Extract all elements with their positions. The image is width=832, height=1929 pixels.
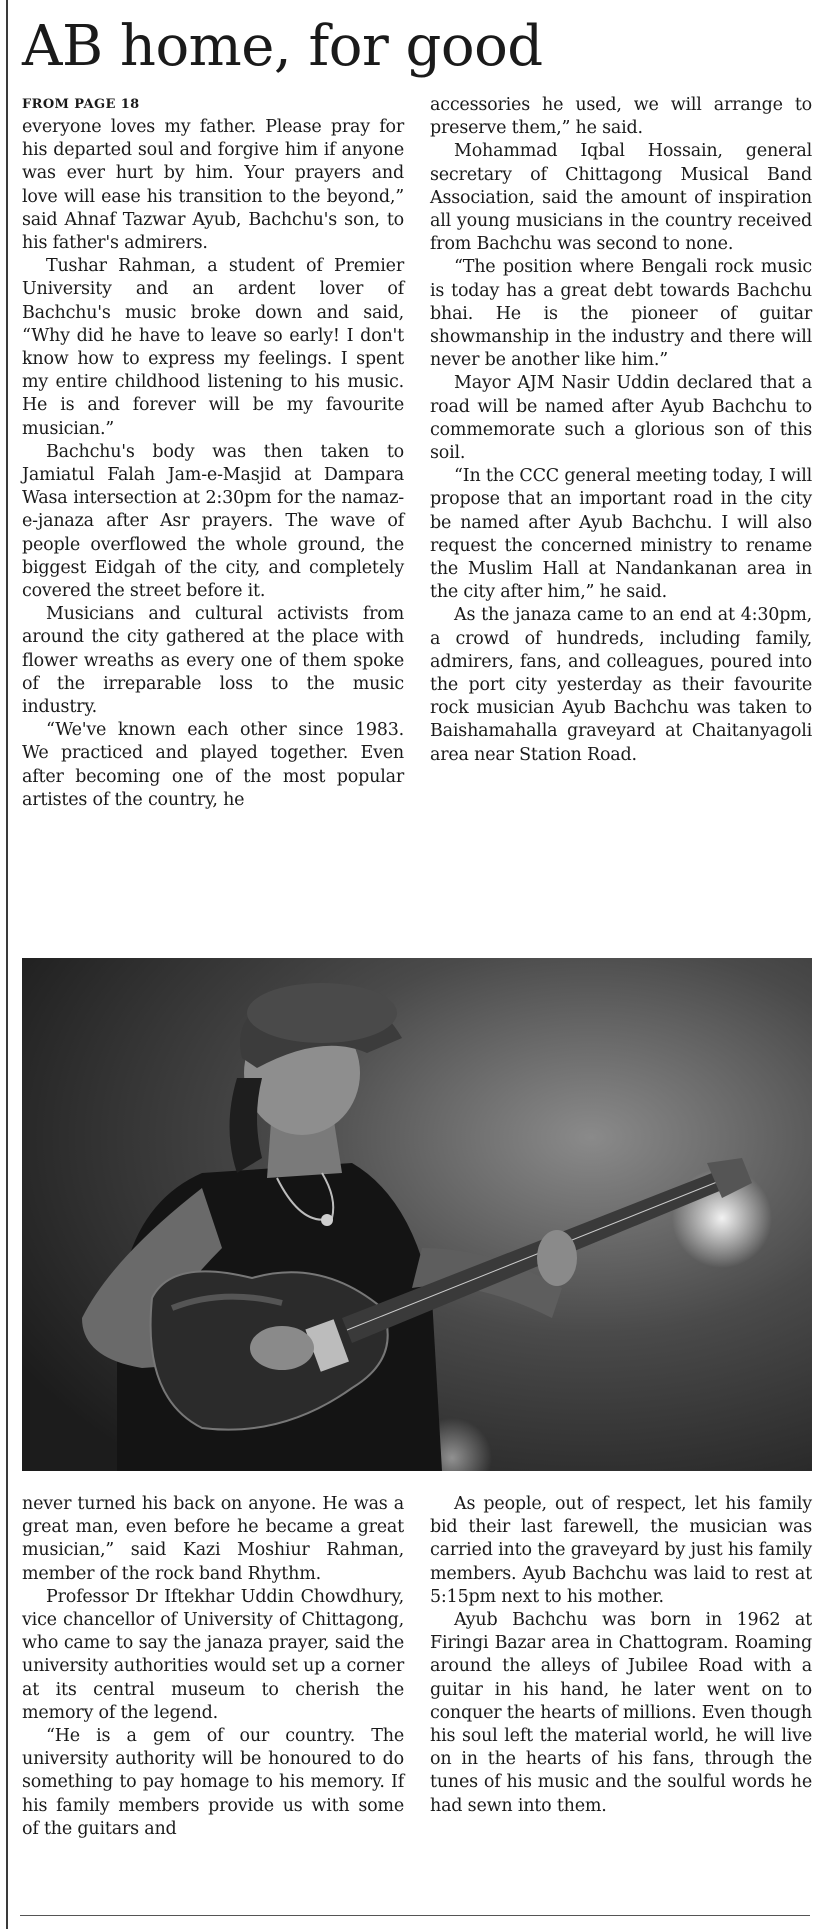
paragraph: never turned his back on anyone. He was a great man, even before he became a great musician,” said Kazi Moshiur Rahman, member of the rock band Rhythm.: [22, 1494, 404, 1584]
article-column-3: [22, 1493, 404, 1841]
paragraph: Ayub Bachchu was born in 1962 at Firingi Bazar area in Chattogram. Roaming around the alleys of Jubilee Road with a guitar in his hand, he later went on to conquer the hearts of millions. Even though his soul left the material world, he will live on in the hearts of his fans, through the tunes of his music and the soulful words he had sewn into them.: [430, 1610, 812, 1816]
paragraph: As people, out of respect, let his family bid their last farewell, the musician was carried into the graveyard by just his family members. Ayub Bachchu was laid to rest at 5:15pm next to his mother.: [430, 1494, 812, 1607]
paragraph: Tushar Rahman, a student of Premier University and an ardent lover of Bachchu's music broke down and said, “Why did he have to leave so early! I don't know how to express my feelings. I spent my entire childhood listening to his music. He is and forever will be my favourite musician.”: [22, 256, 404, 439]
article-column-4: [430, 1493, 812, 1818]
paragraph: Professor Dr Iftekhar Uddin Chowdhury, vice chancellor of University of Chittagong, who came to say the janaza prayer, said the university authorities would set up a corner at its central museum to cherish the memory of the legend.: [22, 1586, 404, 1723]
guitarist-photo: [22, 958, 812, 1471]
paragraph: “He is a gem of our country. The university authority will be honoured to do something to pay homage to his memory. If his family members provide us with some of the guitars and: [22, 1726, 404, 1839]
column-rule: [6, 0, 8, 1929]
article-column-2: [430, 94, 812, 767]
headline: AB home, for good: [22, 14, 543, 79]
paragraph: Bachchu's body was then taken to Jamiatul Falah Jam-e-Masjid at Dampara Wasa intersection at 2:30pm for the namaz-e-janaza after Asr prayers. The wave of people overflowed the whole ground, the biggest Eidgah of the city, and completely covered the street before it.: [22, 441, 404, 602]
paragraph: Mohammad Iqbal Hossain, general secretary of Chittagong Musical Band Association, said the amount of inspiration all young musicians in the country received from Bachchu was second to none.: [430, 141, 812, 255]
paragraph: Musicians and cultural activists from around the city gathered at the place with flower wreaths as every one of them spoke of the irreparable loss to the music industry.: [22, 604, 404, 718]
paragraph: Mayor AJM Nasir Uddin declared that a road will be named after Ayub Bachchu to commemorate such a glorious son of this soil.: [430, 373, 812, 464]
paragraph: As the janaza came to an end at 4:30pm, a crowd of hundreds, including family, admirers, fans, and colleagues, poured into the port city yesterday as their favourite rock musician Ayub Bachchu was taken to Baishamahalla graveyard at Chaitanyagoli area near Station Road.: [430, 605, 812, 765]
paragraph: “In the CCC general meeting today, I will propose that an important road in the city be named after Ayub Bachchu. I will also request the concerned ministry to rename the Muslim Hall at Nandankanan area in the city after him,” he said.: [430, 466, 812, 603]
paragraph: “The position where Bengali rock music is today has a great debt towards Bachchu bhai. He is the pioneer of guitar showmanship in the industry and there will never be another like him.”: [430, 257, 812, 371]
jump-line: FROM PAGE 18: [22, 97, 140, 112]
paragraph: accessories he used, we will arrange to preserve them,” he said.: [430, 95, 812, 139]
paragraph: “We've known each other since 1983. We practiced and played together. Even after becoming one of the most popular artistes of the country, he: [22, 720, 404, 810]
bottom-rule: [20, 1915, 810, 1916]
article-column-1: [22, 94, 404, 812]
paragraph: everyone loves my father. Please pray for his departed soul and forgive him if anyone was ever hurt by him. Your prayers and love will ease his transition to the beyond,” said Ahnaf Tazwar Ayub, Bachchu's son, to his father's admirers.: [22, 117, 404, 254]
